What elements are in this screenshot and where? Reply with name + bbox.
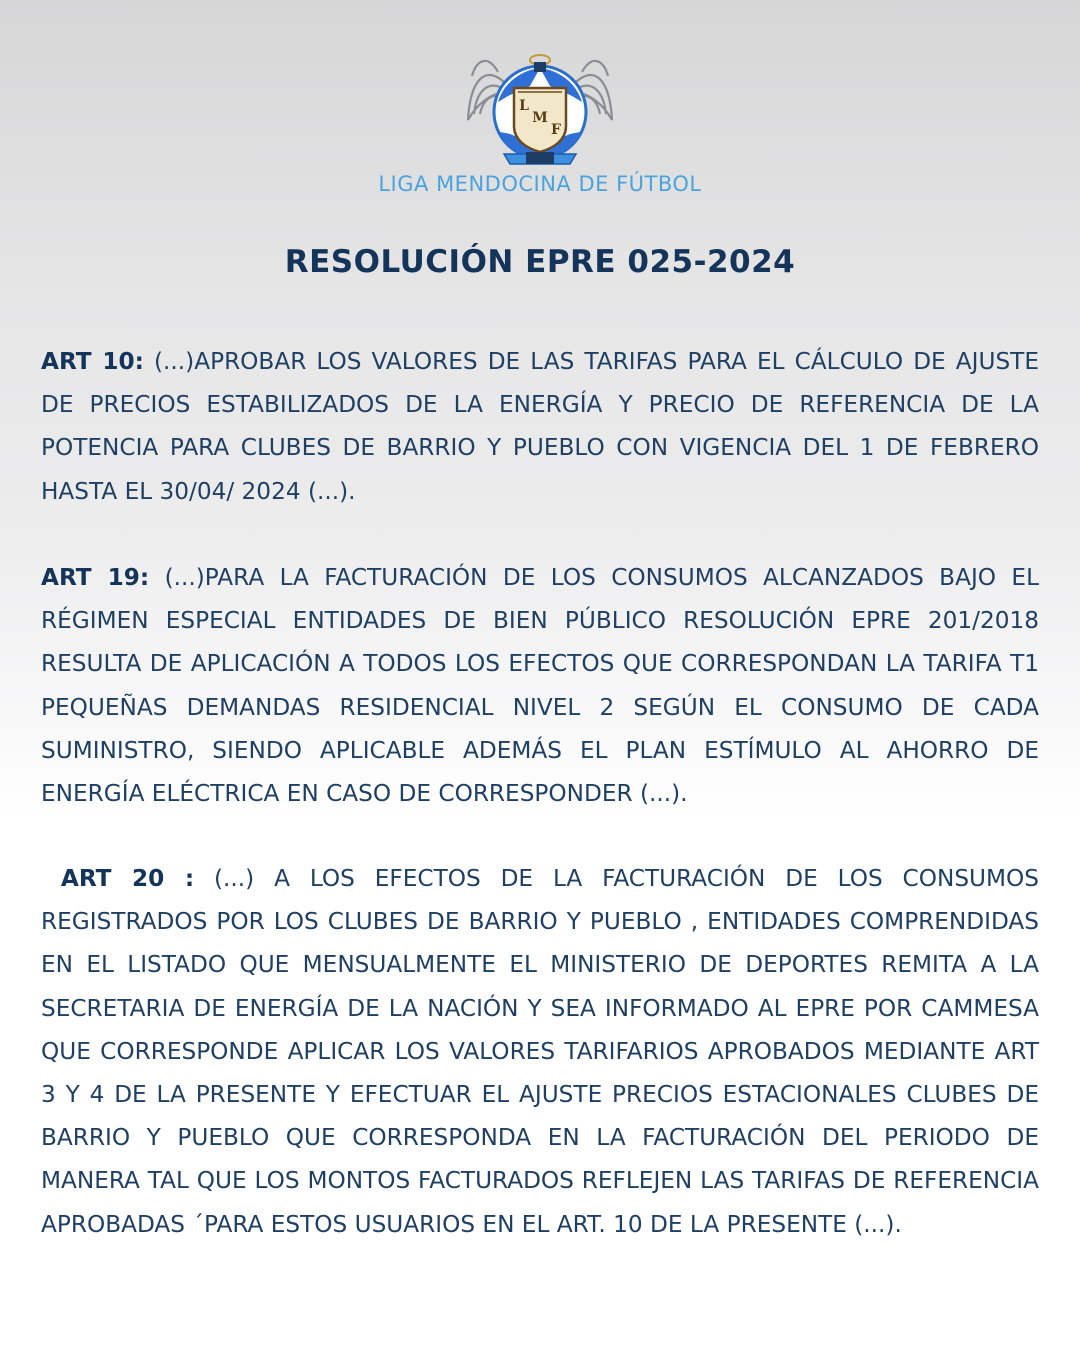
- crest-initial-f: F: [551, 122, 561, 138]
- article-label: ART 19:: [41, 564, 150, 591]
- organization-name: LIGA MENDOCINA DE FÚTBOL: [378, 172, 702, 196]
- article-20: [41, 857, 1039, 1246]
- crest-initial-m: M: [532, 110, 548, 126]
- page-title: RESOLUCIÓN EPRE 025-2024: [284, 244, 796, 280]
- crest-initial-l: L: [519, 98, 529, 114]
- article-text: (...) A LOS EFECTOS DE LA FACTURACIÓN DE LOS CONSUMOS REGISTRADOS POR LOS CLUBES DE BARRIO Y PUEBLO , ENTIDADES COMPRENDIDAS EN EL LISTADO QUE MENSUALMENTE EL MINISTERIO DE DEPORTES REMITA A LA SECRETARIA DE ENERGÍA DE LA NACIÓN Y SEA INFORMADO AL EPRE POR CAMMESA QUE CORRESPONDE APLICAR LOS VALORES TARIFARIOS APROBADOS MEDIANTE ART 3 Y 4 DE LA PRESENTE Y EFECTUAR EL AJUSTE PRECIOS ESTACIONALES CLUBES DE BARRIO Y PUEBLO QUE CORRESPONDA EN LA FACTURACIÓN DEL PERIODO DE MANERA TAL QUE LOS MONTOS FACTURADOS REFLEJEN LAS TARIFAS DE REFERENCIA APROBADAS ´PARA ESTOS USUARIOS EN EL ART. 10 DE LA PRESENTE (...).: [41, 865, 1039, 1238]
- article-text: (...)APROBAR LOS VALORES DE LAS TARIFAS PARA EL CÁLCULO DE AJUSTE DE PRECIOS ESTABILIZADOS DE LA ENERGÍA Y PRECIO DE REFERENCIA DE LA POTENCIA PARA CLUBES DE BARRIO Y PUEBLO CON VIGENCIA DEL 1 DE FEBRERO HASTA EL 30/04/ 2024 (...).: [41, 348, 1039, 505]
- lmf-logo: [464, 42, 616, 170]
- article-text: (...)PARA LA FACTURACIÓN DE LOS CONSUMOS ALCANZADOS BAJO EL RÉGIMEN ESPECIAL ENTIDADES DE BIEN PÚBLICO RESOLUCIÓN EPRE 201/2018 RESULTA DE APLICACIÓN A TODOS LOS EFECTOS QUE CORRESPONDAN LA TARIFA T1 PEQUEÑAS DEMANDAS RESIDENCIAL NIVEL 2 SEGÚN EL CONSUMO DE CADA SUMINISTRO, SIENDO APLICABLE ADEMÁS EL PLAN ESTÍMULO AL AHORRO DE ENERGÍA ELÉCTRICA EN CASO DE CORRESPONDER (...).: [41, 564, 1039, 808]
- article-19: [41, 556, 1039, 815]
- article-10: [41, 340, 1039, 513]
- article-label: ART 20 :: [60, 865, 195, 892]
- article-label: ART 10:: [41, 348, 144, 375]
